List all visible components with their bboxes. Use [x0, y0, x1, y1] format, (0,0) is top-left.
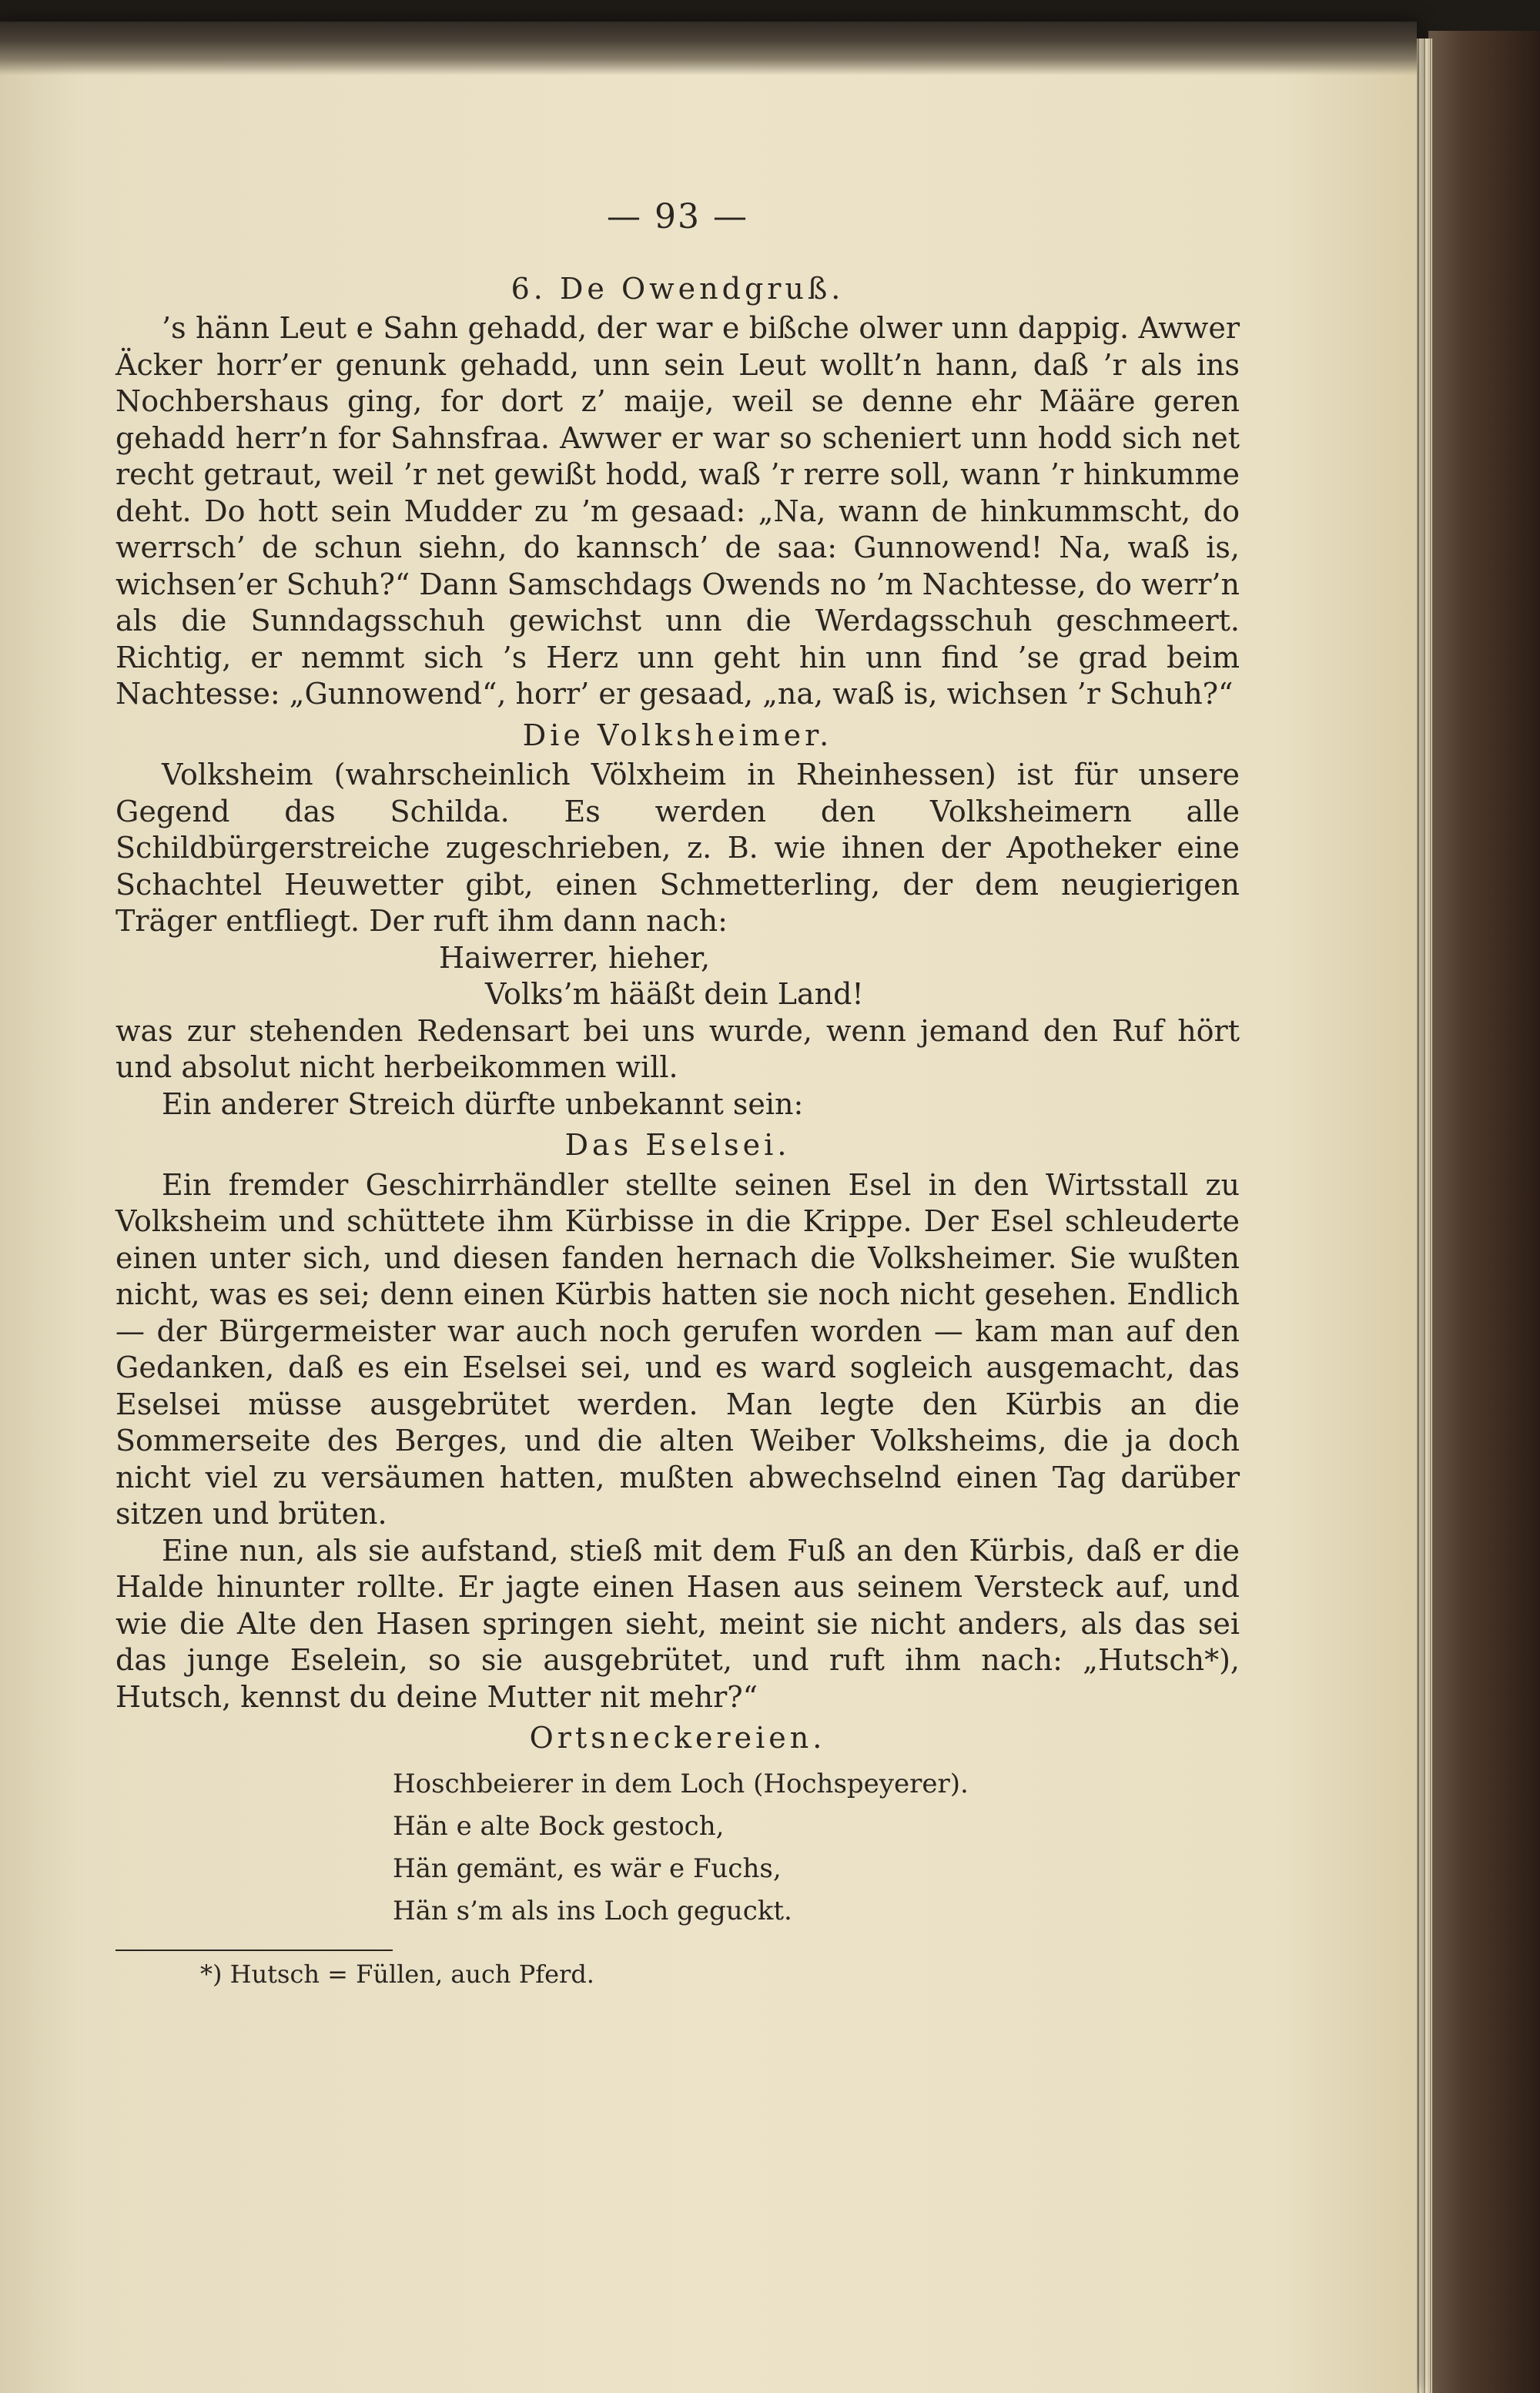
paragraph-owendgruss: ’s hänn Leut e Sahn gehadd, der war e bißche olwer unn dappig. Awwer Äcker horr’er genunk gehadd, unn sein Leut wollt’n hann, daß ’r als ins Nochbershaus ging, for dort z’ maije, weil se denne ehr Määre geren gehadd herr’n for Sahnsfraa. Awwer er war so scheniert unn hodd sich net recht getraut, weil ’r net gewißt hodd, waß ’r rerre soll, wann ’r hinkumme deht. Do hott sein Mudder zu ’m gesaad: „Na, wann de hinkummscht, do werrsch’ de schun siehn, do kannsch’ de saa: Gunnowend! Na, waß is, wichsen’er Schuh?“ Dann Samschdags Owends no ’m Nachtesse, do werr’n als die Sunndagsschuh gewichst unn die Werdagsschuh geschmeert. Richtig, er nemmt sich ’s Herz unn geht hin unn find ’se grad beim Nachtesse: „Gunnowend“, horr’ er gesaad, „na, waß is, wichsen ’r Schuh?“: [116, 311, 1240, 711]
poem-line: Hän e alte Bock gestoch,: [393, 1810, 725, 1842]
poem-ortsneckereien: [116, 1763, 1240, 1933]
paragraph-redensart: was zur stehenden Redensart bei uns wurde, wenn jemand den Ruf hört und absolut nicht herbeikommen will.: [116, 1013, 1240, 1084]
page-number: — 93 —: [607, 197, 748, 236]
section-title-owendgruss: 6. De Owendgruß.: [511, 271, 845, 306]
page-text-block: [116, 199, 1240, 1991]
scan-top-shadow: [0, 22, 1417, 75]
section-title-volksheimer: Die Volksheimer.: [522, 718, 833, 752]
footnote-rule: [116, 1950, 393, 1951]
footnote: *) Hutsch = Füllen, auch Pferd.: [200, 1959, 594, 1989]
paragraph-intro-streich: Ein anderer Streich dürfte unbekannt sein:: [162, 1086, 804, 1121]
paragraph-eselsei-1: Ein fremder Geschirrhändler stellte seinen Esel in den Wirtsstall zu Volksheim und schüttete ihm Kürbisse in die Krippe. Der Esel schleuderte einen unter sich, und diesen fanden hernach die Volksheimer. Sie wußten nicht, was es sei; denn einen Kürbis hatten sie noch nicht gesehen. Endlich — der Bürgermeister war auch noch gerufen worden — kam man auf den Gedanken, daß es ein Eselsei sei, und es ward sogleich ausgemacht, das Eselsei müsse ausgebrütet werden. Man legte den Kürbis an die Sommerseite des Berges, und die alten Weiber Volksheims, die ja doch nicht viel zu versäumen hatten, mußten abwechselnd einen Tag darüber sitzen und brüten.: [116, 1167, 1240, 1531]
verse-line-1: Haiwerrer, hieher,: [439, 940, 711, 975]
paragraph-volksheimer: Volksheim (wahrscheinlich Völxheim in Rheinhessen) ist für unsere Gegend das Schilda. Es werden den Volksheimern alle Schildbürgerstreiche zugeschrieben, z. B. wie ihnen der Apotheker eine Schachtel Heuwetter gibt, einen Schmetterling, der dem neugierigen Träger entfliegt. Der ruft ihm dann nach:: [116, 758, 1240, 938]
paragraph-eselsei-2: Eine nun, als sie aufstand, stieß mit dem Fuß an den Kürbis, daß er die Halde hinunter rollte. Er jagte einen Hasen aus seinem Versteck auf, und wie die Alte den Hasen springen sieht, meint sie nicht anders, als das sei das junge Eselein, so sie ausgebrütet, und ruft ihm nach: „Hutsch*), Hutsch, kennst du deine Mutter nit mehr?“: [116, 1533, 1240, 1714]
book-page: [0, 22, 1417, 2393]
section-title-ortsneckereien: Ortsneckereien.: [529, 1721, 826, 1755]
book-cover-edge: [1428, 31, 1540, 2393]
verse-line-2: Volks’m hääßt dein Land!: [485, 977, 864, 1011]
poem-line: Hän s’m als ins Loch geguckt.: [393, 1895, 792, 1926]
section-title-eselsei: Das Eselsei.: [564, 1128, 791, 1162]
poem-line: Hoschbeierer in dem Loch (Hochspeyerer).: [393, 1768, 969, 1799]
poem-line: Hän gemänt, es wär e Fuchs,: [393, 1852, 782, 1884]
